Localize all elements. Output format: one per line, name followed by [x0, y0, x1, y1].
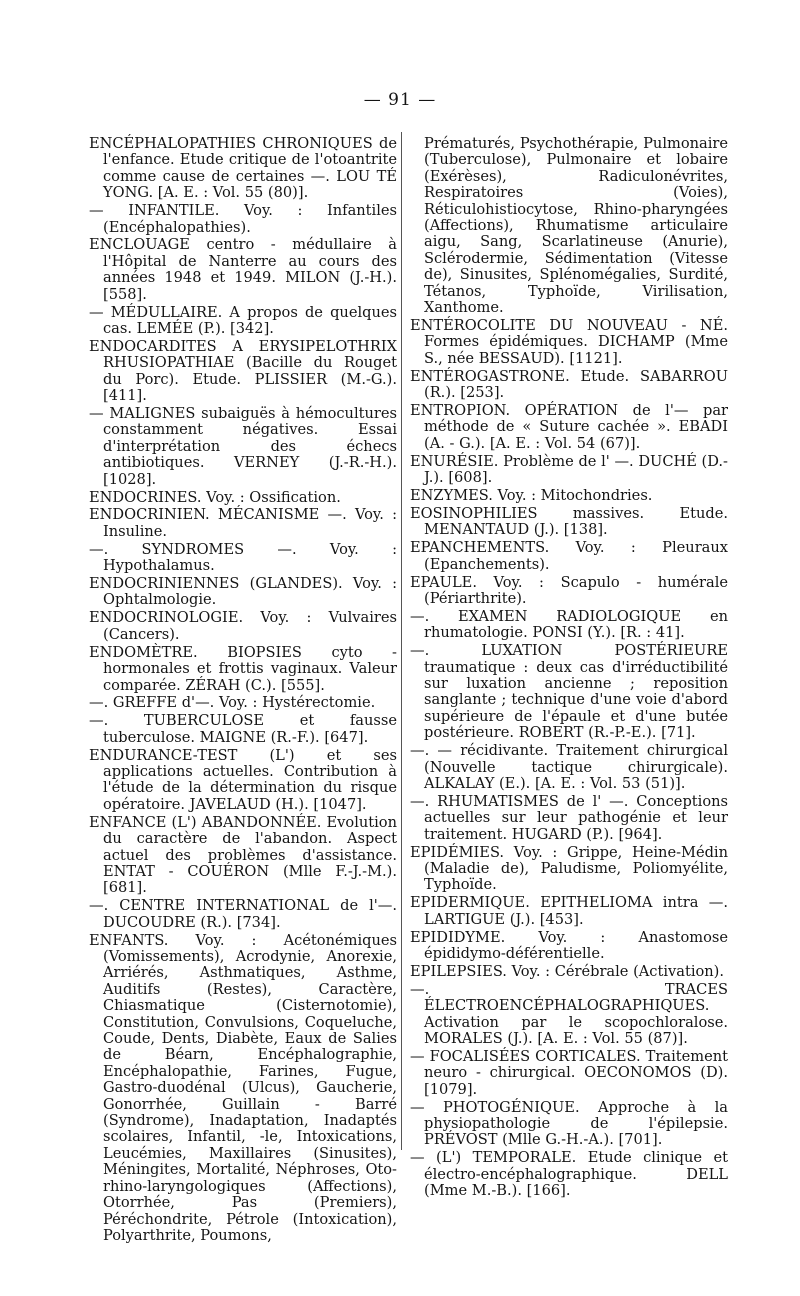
index-entry: EPAULE. Voy. : Scapulo - humérale (Périarthrite). [410, 573, 728, 607]
index-entry: ENDOMÈTRE. BIOPSIES cyto - hormonales et frottis vaginaux. Valeur comparée. ZÉRAH (C.). [555]. [89, 643, 397, 694]
index-entry: EPANCHEMENTS. Voy. : Pleuraux (Epanchements). [410, 539, 728, 573]
index-entry: ENZYMES. Voy. : Mitochondries. [410, 487, 653, 505]
index-entry: — FOCALISÉES CORTICALES. Traitement neuro - chirurgical. OECONOMOS (D). [1079]. [410, 1047, 728, 1098]
right-column [410, 136, 728, 1201]
index-entry: EPIDERMIQUE. EPITHELIOMA intra —. LARTIGUE (J.). [453]. [410, 894, 728, 928]
page-number: — 91 — [363, 90, 437, 110]
index-entry: ENCLOUAGE centro - médullaire à l'Hôpital de Nanterre au cours des années 1948 et 1949. MILON (J.-H.). [558]. [89, 236, 397, 303]
index-entry: ENDOCRINIEN. MÉCANISME —. Voy. : Insuline. [89, 506, 397, 540]
index-entry: —. TRACES ÉLECTROENCÉPHALOGRAPHIQUES. Activation par le scopochloralose. MORALES (J.). [A. E. : Vol. 55 (87)]. [410, 980, 728, 1048]
index-entry: —. TUBERCULOSE et fausse tuberculose. MAIGNE (R.-F.). [647]. [89, 712, 397, 746]
index-entry: ENFANCE (L') ABANDONNÉE. Evolution du caractère de l'abandon. Aspect actuel des problèmes d'assistance. ENTAT - COUÉRON (Mlle F.-J.-M.). [681]. [89, 813, 397, 897]
index-entry: — MÉDULLAIRE. A propos de quelques cas. LEMÉE (P.). [342]. [89, 303, 397, 337]
index-entry: —. CENTRE INTERNATIONAL de l'—. DUCOUDRE (R.). [734]. [89, 897, 397, 931]
left-column [89, 136, 397, 1246]
index-entry: — MALIGNES subaiguës à hémocultures constamment négatives. Essai d'interprétation des échecs antibiotiques. VERNEY (J.-R.-H.). [1028]. [89, 405, 397, 488]
index-entry: —. SYNDROMES —. Voy. : Hypothalamus. [89, 540, 397, 575]
index-entry: ENURÉSIE. Problème de l' —. DUCHÉ (D.-J.). [608]. [410, 452, 728, 487]
index-entry: Prématurés, Psychothérapie, Pulmonaire (Tuberculose), Pulmonaire et lobaire (Exérèses), Radiculonévrites, Respiratoires (Voies), Réticulohistiocytose, Rhino-pharyngées (Affections), Rhumatisme articulaire aigu, Sang, Scarlatineuse (Anurie), Sclérodermie, Sédimentation (Vitesse de), Sinusites, Splénomégalies, Surdité, Tétanos, Typhoïde, Virilisation, Xanthome. [424, 135, 728, 317]
index-entry: ENDOCRINIENNES (GLANDES). Voy. : Ophtalmologie. [89, 575, 397, 609]
index-entry: ENTROPION. OPÉRATION de l'— par méthode de « Suture cachée ». EBADI (A. - G.). [A. E. : Vol. 54 (67)]. [410, 402, 728, 452]
index-entry: ENDOCRINES. Voy. : Ossification. [89, 488, 341, 506]
index-entry: ENTÉROCOLITE DU NOUVEAU - NÉ. Formes épidémiques. DICHAMP (Mme S., née BESSAUD). [1121]. [410, 316, 728, 367]
index-entry: EOSINOPHILIES massives. Etude. MENANTAUD (J.). [138]. [410, 504, 728, 539]
index-entry: EPIDIDYME. Voy. : Anastomose épididymo-déférentielle. [410, 928, 728, 962]
index-entry: —. LUXATION POSTÉRIEURE traumatique : deux cas d'irréductibilité sur luxation ancienne ; reposition sanglante ; technique d'une voie d'abord supérieure de l'épaule et d'une butée postérieure. ROBERT (R.-P.-E.). [71]. [410, 642, 728, 742]
column-divider [401, 132, 402, 1150]
index-entry: —. EXAMEN RADIOLOGIQUE en rhumatologie. PONSI (Y.). [R. : 41]. [410, 607, 728, 642]
index-entry: — PHOTOGÉNIQUE. Approche à la physiopathologie de l'épilepsie. PRÉVOST (Mlle G.-H.-A.). [701]. [410, 1098, 728, 1149]
index-entry: ENDOCRINOLOGIE. Voy. : Vulvaires (Cancers). [89, 609, 397, 643]
index-entry: ENDOCARDITES A ERYSIPELOTHRIX RHUSIOPATHIAE (Bacille du Rouget du Porc). Etude. PLISSIER (M.-G.). [411]. [89, 337, 397, 405]
index-entry: EPILEPSIES. Voy. : Cérébrale (Activation). [410, 962, 725, 980]
index-entry: —. — récidivante. Traitement chirurgical (Nouvelle tactique chirurgicale). ALKALAY (E.). [A. E. : Vol. 53 (51)]. [410, 742, 728, 792]
index-entry: ENTÉROGASTRONE. Etude. SABARROU (R.). [253]. [410, 367, 728, 402]
index-entry: —. GREFFE d'—. Voy. : Hystérectomie. [89, 694, 376, 712]
index-entry: —. RHUMATISMES de l' —. Conceptions actuelles sur leur pathogénie et leur traitement. HUGARD (P.). [964]. [410, 792, 728, 843]
index-entry: ENDURANCE-TEST (L') et ses applications actuelles. Contribution à l'étude de la détermination du risque opératoire. JAVELAUD (H.). [1047]. [89, 746, 397, 813]
index-entry: EPIDÉMIES. Voy. : Grippe, Heine-Médin (Maladie de), Paludisme, Poliomyélite, Typhoïde. [410, 843, 728, 894]
index-entry: ENFANTS. Voy. : Acétonémiques (Vomissements), Acrodynie, Anorexie, Arriérés, Asthmatiques, Asthme, Auditifs (Restes), Caractère, Chiasmatique (Cisternotomie), Constitution, Convulsions, Coqueluche, Coude, Dents, Diabète, Eaux de Salies de Béarn, Encéphalographie, Encéphalopathie, Farines, Fugue, Gastro-duodénal (Ulcus), Gaucherie, Gonorrhée, Guillain - Barré (Syndrome), Inadaptation, Inadaptés scolaires, Infantil, -le, Intoxications, Leucémies, Maxillaires (Sinusites), Méningites, Mortalité, Néphroses, Oto-rhino-laryngologiques (Affections), Otorrhée, Pas (Premiers), Péréchondrite, Pétrole (Intoxication), Polyarthrite, Poumons, [89, 931, 397, 1244]
index-entry: ENCÉPHALOPATHIES CHRONIQUES de l'enfance. Etude critique de l'otoantrite comme cause de certaines —. LOU TÉ YONG. [A. E. : Vol. 55 (80)]. [89, 135, 397, 202]
index-entry: — (L') TEMPORALE. Etude clinique et électro-encéphalographique. DELL (Mme M.-B.). [166]. [410, 1149, 728, 1200]
index-entry: — INFANTILE. Voy. : Infantiles (Encéphalopathies). [89, 202, 397, 236]
